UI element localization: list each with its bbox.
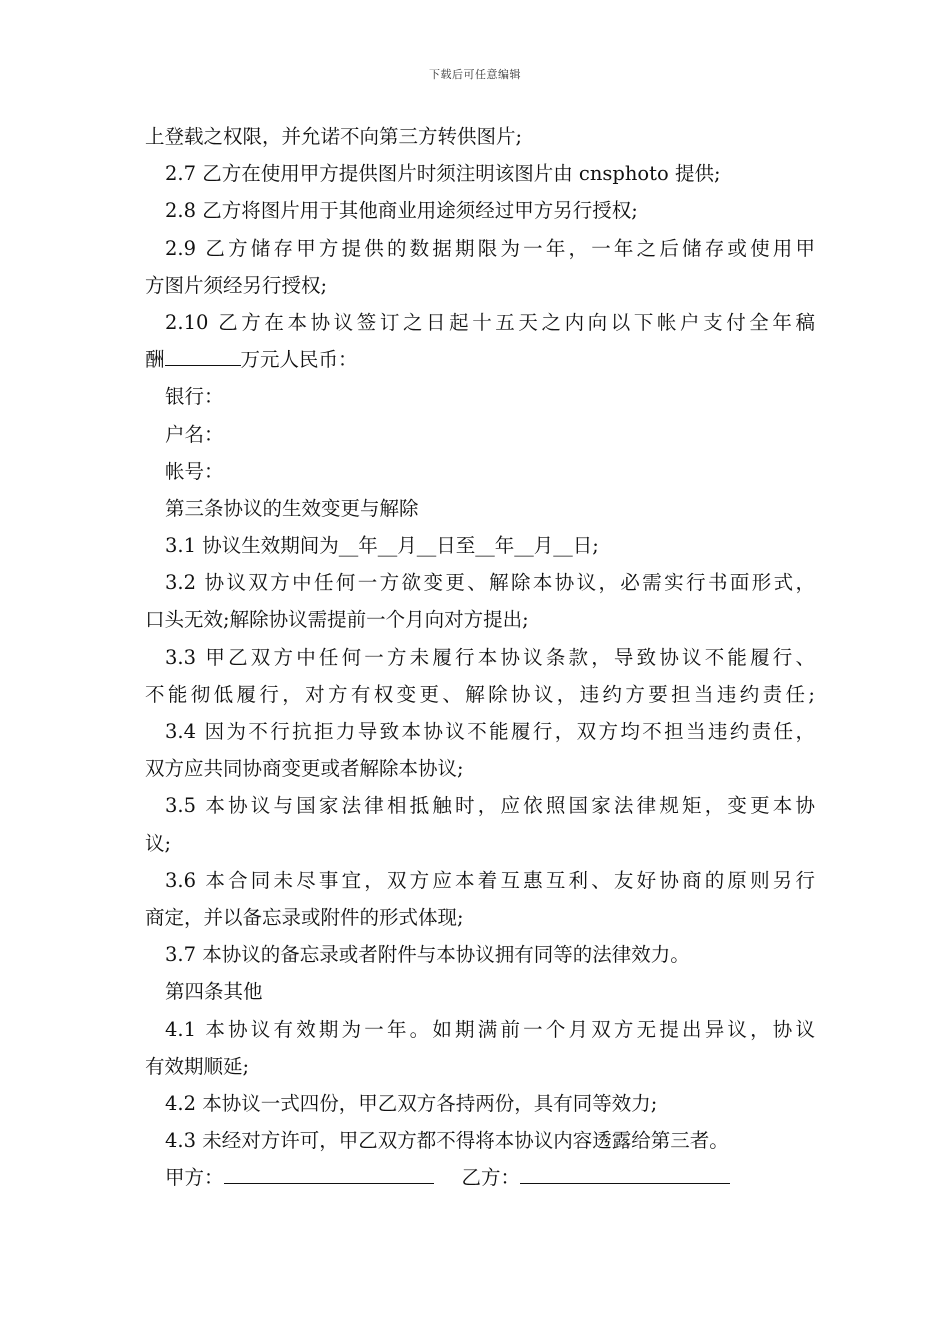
clause-3-6: 3.6 本合同未尽事宜，双方应本着互惠互利、友好协商的原则另行 bbox=[165, 868, 815, 892]
clause-3-5-cont: 议; bbox=[145, 831, 172, 855]
clause-3-4-cont: 双方应共同协商变更或者解除本协议; bbox=[145, 757, 464, 781]
page-header: 下载后可任意编辑 bbox=[429, 68, 521, 81]
clause-3-1: 3.1 协议生效期间为__年__月__日至__年__月__日; bbox=[165, 534, 599, 558]
amount-prefix: 酬 bbox=[145, 348, 165, 372]
clause-2-9: 2.9 乙方储存甲方提供的数据期限为一年，一年之后储存或使用甲 bbox=[165, 236, 815, 260]
clause-4-3: 4.3 未经对方许可，甲乙双方都不得将本协议内容透露给第三者。 bbox=[165, 1129, 729, 1153]
clause-2-8: 2.8 乙方将图片用于其他商业用途须经过甲方另行授权; bbox=[165, 199, 638, 223]
clause-4-1-cont: 有效期顺延; bbox=[145, 1054, 250, 1078]
bank-label: 银行： bbox=[165, 385, 224, 409]
paragraph-line: 上登载之权限，并允诺不向第三方转供图片; bbox=[145, 125, 523, 148]
signature-line bbox=[145, 1159, 815, 1196]
amount-suffix: 万元人民币： bbox=[240, 348, 358, 372]
clause-2-9-cont: 方图片须经另行授权; bbox=[145, 273, 328, 297]
article-4-heading: 第四条其他 bbox=[165, 980, 263, 1004]
clause-3-3-cont: 不能彻低履行，对方有权变更、解除协议，违约方要担当违约责任; bbox=[145, 682, 815, 706]
clause-4-1: 4.1 本协议有效期为一年。如期满前一个月双方无提出异议，协议 bbox=[165, 1017, 815, 1041]
clause-2-7: 2.7 乙方在使用甲方提供图片时须注明该图片由 cnsphoto 提供; bbox=[165, 162, 721, 186]
clause-3-2-cont: 口头无效;解除协议需提前一个月向对方提出; bbox=[145, 608, 529, 632]
clause-3-7: 3.7 本协议的备忘录或者附件与本协议拥有同等的法律效力。 bbox=[165, 943, 690, 967]
account-number-label: 帐号： bbox=[165, 459, 224, 483]
amount-blank[interactable] bbox=[165, 345, 241, 366]
party-a-signature-blank[interactable] bbox=[224, 1163, 434, 1184]
document-body bbox=[145, 118, 815, 1196]
clause-3-2: 3.2 协议双方中任何一方欲变更、解除本协议，必需实行书面形式， bbox=[165, 571, 815, 595]
party-b-label: 乙方： bbox=[461, 1166, 521, 1190]
clause-4-2: 4.2 本协议一式四份，甲乙双方各持两份，具有同等效力; bbox=[165, 1091, 658, 1115]
party-b-signature-blank[interactable] bbox=[520, 1163, 730, 1184]
clause-3-3: 3.3 甲乙双方中任何一方未履行本协议条款，导致协议不能履行、 bbox=[165, 645, 815, 669]
article-3-heading: 第三条协议的生效变更与解除 bbox=[165, 496, 419, 520]
clause-2-10-cont bbox=[145, 341, 815, 378]
clause-3-6-cont: 商定，并以备忘录或附件的形式体现; bbox=[145, 905, 464, 929]
clause-3-5: 3.5 本协议与国家法律相抵触时，应依照国家法律规矩，变更本协 bbox=[165, 794, 815, 818]
clause-2-10: 2.10 乙方在本协议签订之日起十五天之内向以下帐户支付全年稿 bbox=[165, 310, 815, 334]
clause-3-4: 3.4 因为不行抗拒力导致本协议不能履行，双方均不担当违约责任， bbox=[165, 720, 815, 743]
account-name-label: 户名： bbox=[165, 422, 224, 446]
party-a-label: 甲方： bbox=[165, 1166, 224, 1190]
